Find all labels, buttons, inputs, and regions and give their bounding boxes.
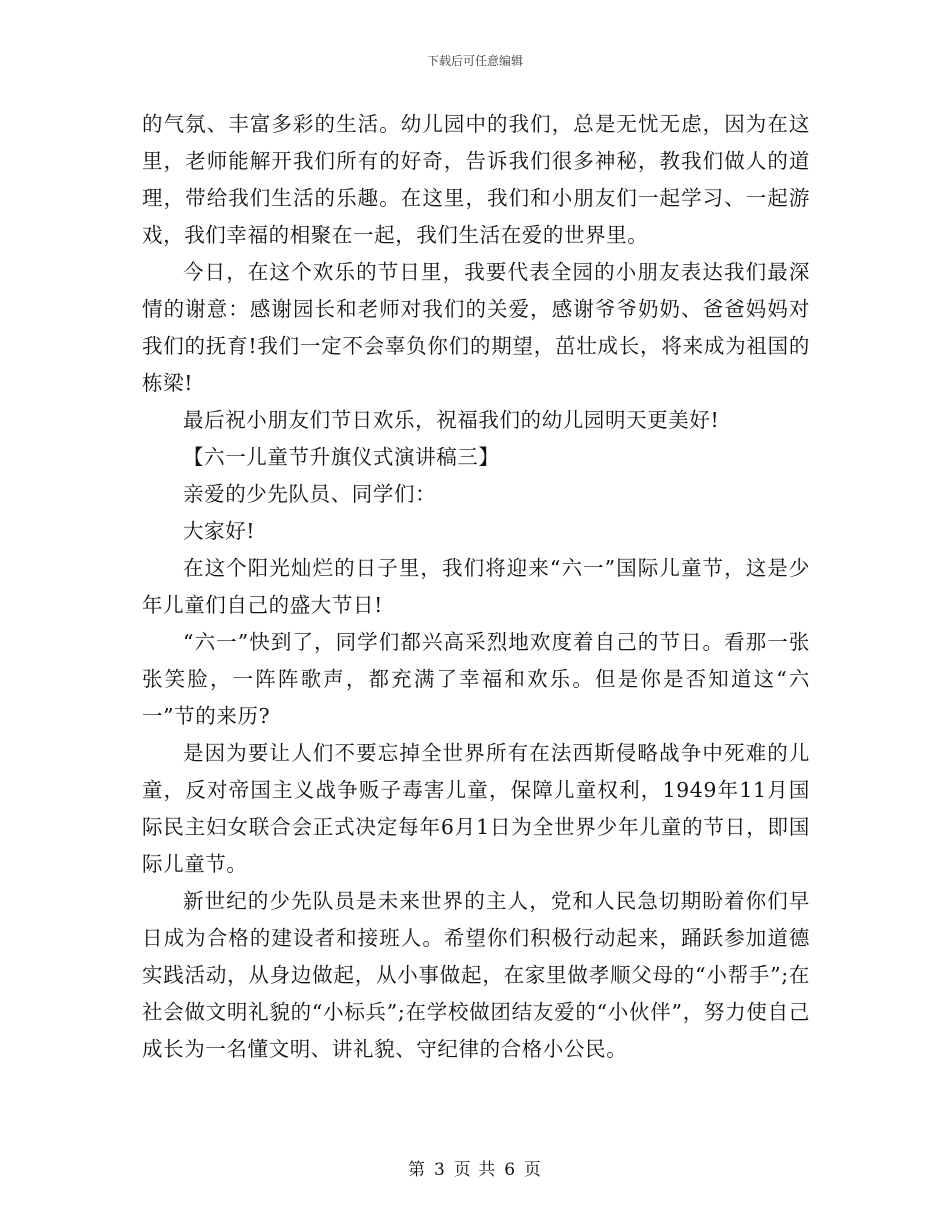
document-body [142,106,810,1068]
footer-middle: 页 共 [453,1160,497,1180]
greeting: 大家好! [183,519,256,543]
paragraph-9: 是因为要让人们不要忘掉全世界所有在法西斯侵略战争中死难的儿童，反对帝国主义战争贩子毒害儿童，保障儿童权利，1949年11月国际民主妇女联合会正式决定每年6月1日为全世界少年儿童的节日，即国际儿童节。 [142,741,810,876]
paragraph-3: 最后祝小朋友们节日欢乐，祝福我们的幼儿园明天更美好! [183,408,720,432]
section-heading: 【六一儿童节升旗仪式演讲稿三】 [183,445,500,469]
page-footer [0,1155,950,1180]
paragraph-7: 在这个阳光灿烂的日子里，我们将迎来“六一”国际儿童节，这是少年儿童们自己的盛大节日! [142,556,810,617]
paragraph-1: 的气氛、丰富多彩的生活。幼儿园中的我们，总是无忧无虑，因为在这里，老师能解开我们所有的好奇，告诉我们很多神秘，教我们做人的道理，带给我们生活的乐趣。在这里，我们和小朋友们一起学习、一起游戏，我们幸福的相聚在一起，我们生活在爱的世界里。 [142,112,810,247]
total-pages-number: 6 [504,1160,517,1180]
paragraph-8: “六一”快到了，同学们都兴高采烈地欢度着自己的节日。看那一张张笑脸，一阵阵歌声，都充满了幸福和欢乐。但是你是否知道这“六一”节的来历? [142,630,810,728]
paragraph-10: 新世纪的少先队员是未来世界的主人，党和人民急切期盼着你们早日成为合格的建设者和接班人。希望你们积极行动起来，踊跃参加道德实践活动，从身边做起，从小事做起，在家里做孝顺父母的“小帮手”;在社会做文明礼貌的“小标兵”;在学校做团结友爱的“小伙伴”，努力使自己成长为一名懂文明、讲礼貌、守纪律的合格小公民。 [142,889,810,1061]
footer-suffix: 页 [524,1160,543,1180]
footer-prefix: 第 [407,1160,426,1180]
paragraph-2: 今日，在这个欢乐的节日里，我要代表全园的小朋友表达我们最深情的谢意：感谢园长和老师对我们的关爱，感谢爷爷奶奶、爸爸妈妈对我们的抚育!我们一定不会辜负你们的期望，茁壮成长，将来成为祖国的栋梁! [142,260,810,395]
current-page-number: 3 [433,1160,446,1180]
header-note: 下载后可任意编辑 [426,54,523,68]
salutation: 亲爱的少先队员、同学们： [183,482,437,506]
